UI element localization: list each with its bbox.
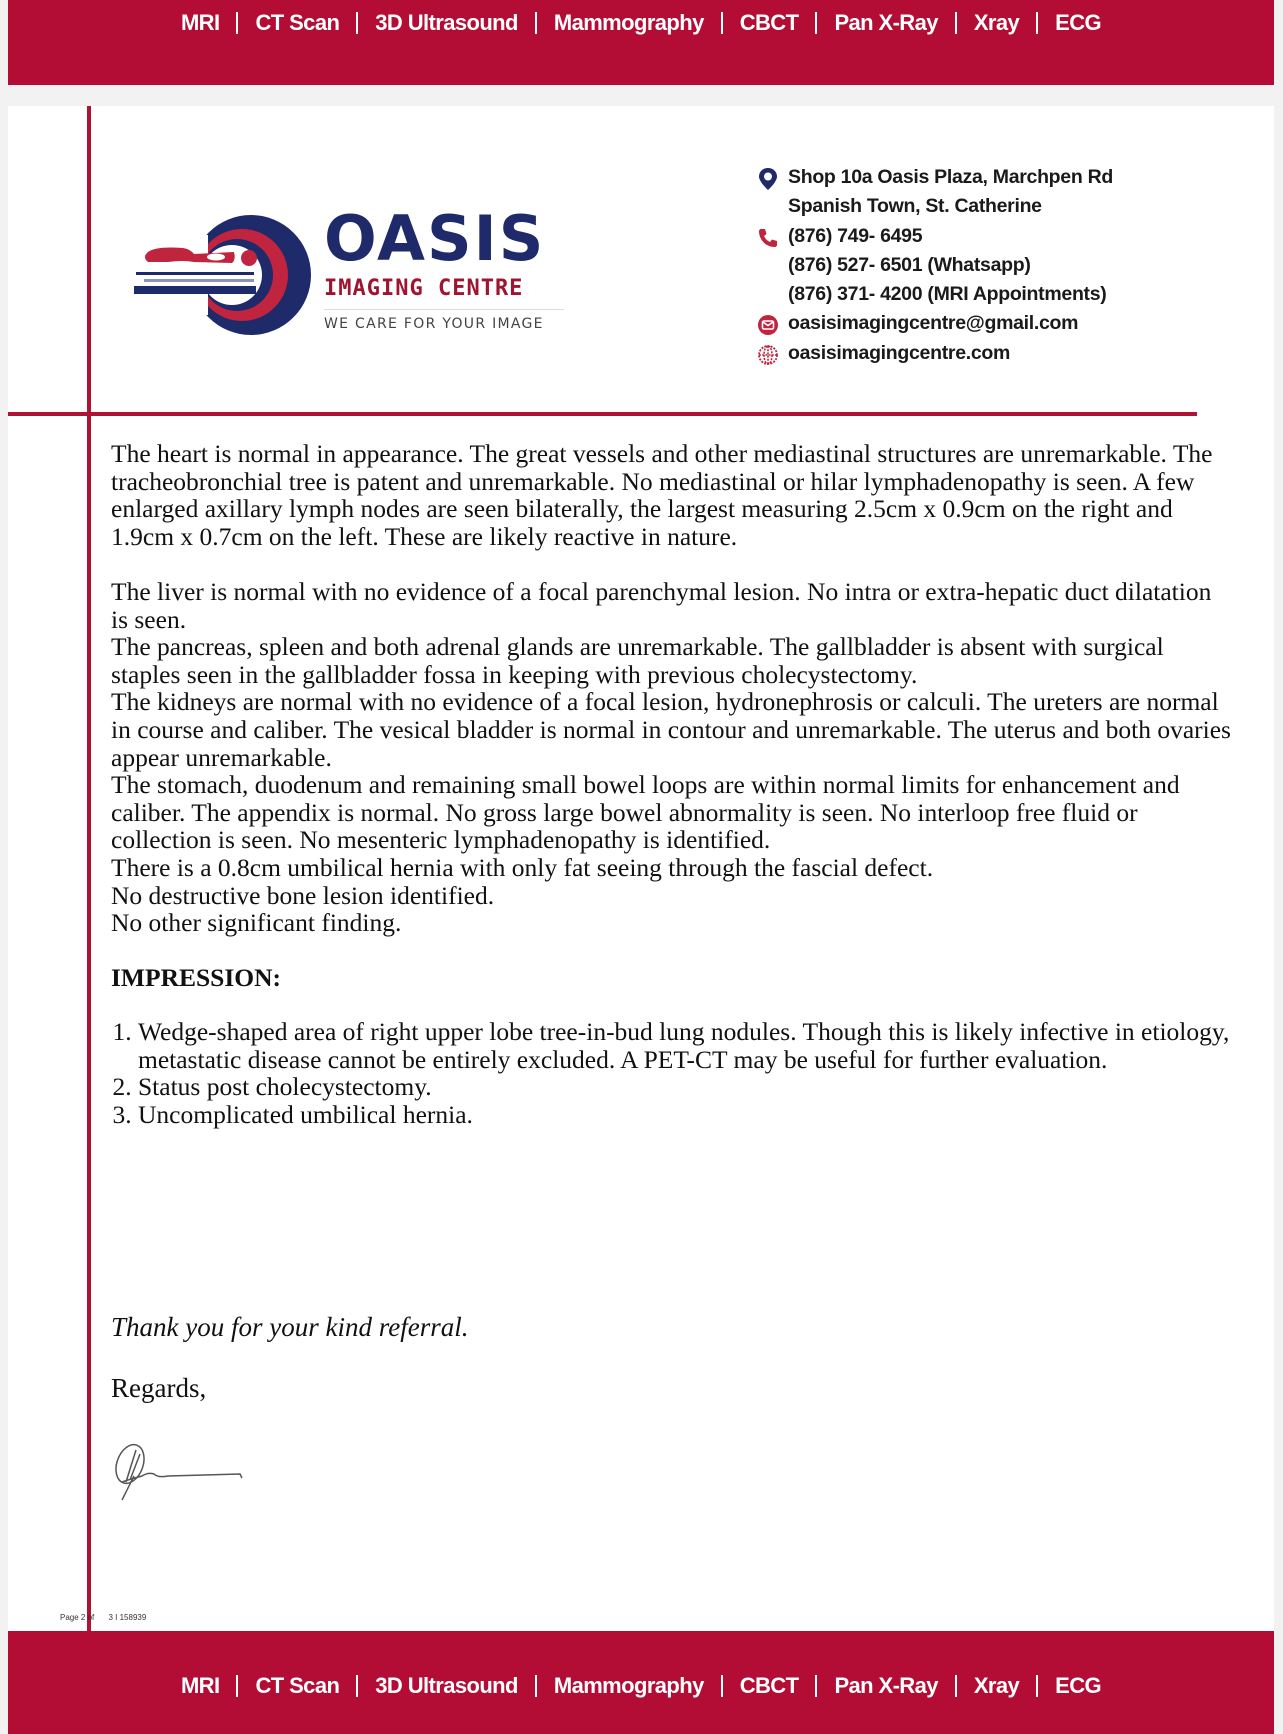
- impression-list: [111, 1018, 1231, 1128]
- regards-line: Regards,: [111, 1373, 207, 1403]
- brand-subtitle: IMAGING CENTRE: [324, 276, 524, 301]
- separator: [721, 12, 723, 34]
- address-line-2: Spanish Town, St. Catherine: [788, 195, 1042, 218]
- page-total-and-id: 3 I 158939: [108, 1613, 147, 1622]
- finding-hernia: There is a 0.8cm umbilical hernia with only fat seeing through the fascial defect.: [111, 852, 934, 882]
- brand-block: [324, 202, 564, 332]
- impression-heading: IMPRESSION:: [111, 962, 282, 992]
- service-3d-ultrasound: 3D Ultrasound: [375, 10, 518, 35]
- globe-icon: [756, 343, 780, 367]
- page-footer: [60, 1613, 158, 1622]
- brand-name: OASIS: [324, 202, 546, 275]
- thorax-paragraph: The heart is normal in appearance. The great vessels and other mediastinal structures are unremarkable. The tracheobronchial tree is patent and unremarkable. No mediastinal or hilar lymphadenopathy is seen. A few enlarged axillary lymph nodes are seen bilaterally, the largest measuring 2.5cm x 0.9cm on the right and 1.9cm x 0.7cm on the left. These are likely reactive in nature.: [111, 439, 1213, 551]
- phone-mri-appointments[interactable]: (876) 371- 4200 (MRI Appointments): [788, 283, 1107, 306]
- separator: [356, 1675, 358, 1697]
- finding-liver: The liver is normal with no evidence of a focal parenchymal lesion. No intra or extra-hepatic duct dilatation is seen.: [111, 576, 1212, 634]
- address-line-1: Shop 10a Oasis Plaza, Marchpen Rd: [756, 163, 1113, 192]
- separator: [955, 12, 957, 34]
- service-xray: Xray: [973, 10, 1020, 35]
- service-ecg: ECG: [1055, 10, 1102, 35]
- service-pan-xray: Pan X-Ray: [834, 1673, 938, 1698]
- phone-main[interactable]: (876) 749- 6495: [756, 222, 1113, 251]
- page-label: Page 2 of: [60, 1613, 95, 1622]
- service-pan-xray: Pan X-Ray: [834, 10, 938, 35]
- brand-rule: [324, 309, 564, 310]
- separator: [236, 12, 238, 34]
- finding-bowel: The stomach, duodenum and remaining small bowel loops are within normal limits for enhancement and caliber. The appendix is normal. No gross large bowel abnormality is seen. No interloop free fluid or collection is seen. No mesenteric lymphadenopathy is identified.: [111, 770, 1180, 855]
- service-mammography: Mammography: [553, 10, 704, 35]
- service-xray: Xray: [973, 1673, 1020, 1698]
- separator: [535, 12, 537, 34]
- finding-bone: No destructive bone lesion identified.: [111, 880, 495, 910]
- vertical-red-rule: [87, 106, 91, 1631]
- phone-whatsapp[interactable]: (876) 527- 6501 (Whatsapp): [788, 253, 1031, 276]
- separator: [815, 12, 817, 34]
- report-body: [111, 440, 1231, 1129]
- service-mri: MRI: [180, 10, 220, 35]
- separator: [815, 1675, 817, 1697]
- separator: [535, 1675, 537, 1697]
- finding-kidneys-pelvis: The kidneys are normal with no evidence of a focal lesion, hydronephrosis or calculi. The ureters are normal in course and caliber. The vesical bladder is normal in contour and unremarkable. The uterus and both ovaries appear unremarkable.: [111, 687, 1231, 772]
- impression-item: 1. Wedge-shaped area of right upper lobe tree-in-bud lung nodules. Though this is likely infective in etiology, metastatic disease cannot be entirely excluded. A PET-CT may be useful for further evaluation.: [138, 1018, 1231, 1073]
- separator: [356, 12, 358, 34]
- email-icon: [756, 313, 780, 337]
- separator: [721, 1675, 723, 1697]
- closing-line: Thank you for your kind referral.: [111, 1312, 469, 1342]
- email-link[interactable]: oasisimagingcentre@gmail.com: [756, 309, 1113, 338]
- service-cbct: CBCT: [739, 10, 799, 35]
- service-mammography: Mammography: [553, 1673, 704, 1698]
- oasis-logo: [128, 202, 588, 345]
- location-pin-icon: [756, 167, 780, 191]
- header-divider: [8, 412, 1197, 416]
- phone-icon: [756, 226, 780, 250]
- brand-tagline: WE CARE FOR YOUR IMAGE: [324, 316, 544, 332]
- paragraph-gap: [111, 550, 1231, 578]
- separator: [1036, 12, 1038, 34]
- website-link[interactable]: oasisimagingcentre.com: [756, 339, 1113, 368]
- impression-item: 3. Uncomplicated umbilical hernia.: [138, 1101, 1231, 1129]
- impression-item: 2. Status post cholecystectomy.: [138, 1073, 1231, 1101]
- service-ct-scan: CT Scan: [255, 1673, 340, 1698]
- service-mri: MRI: [180, 1673, 220, 1698]
- separator: [1036, 1675, 1038, 1697]
- service-ct-scan: CT Scan: [255, 10, 340, 35]
- signature-image: [108, 1432, 258, 1512]
- separator: [236, 1675, 238, 1697]
- mri-scanner-icon: [128, 205, 318, 345]
- contact-block: [756, 163, 1113, 368]
- bottom-services-banner: [8, 1631, 1274, 1734]
- services-nav-top: [181, 10, 1101, 36]
- finding-other: No other significant finding.: [111, 908, 402, 938]
- finding-pancreas-gallbladder: The pancreas, spleen and both adrenal glands are unremarkable. The gallbladder is absent with surgical staples seen in the gallbladder fossa in keeping with previous cholecystectomy.: [111, 632, 1164, 689]
- services-nav-bottom: [181, 1673, 1101, 1699]
- top-services-banner: [8, 0, 1274, 85]
- service-3d-ultrasound: 3D Ultrasound: [375, 1673, 518, 1698]
- service-ecg: ECG: [1055, 1673, 1102, 1698]
- separator: [955, 1675, 957, 1697]
- service-cbct: CBCT: [739, 1673, 799, 1698]
